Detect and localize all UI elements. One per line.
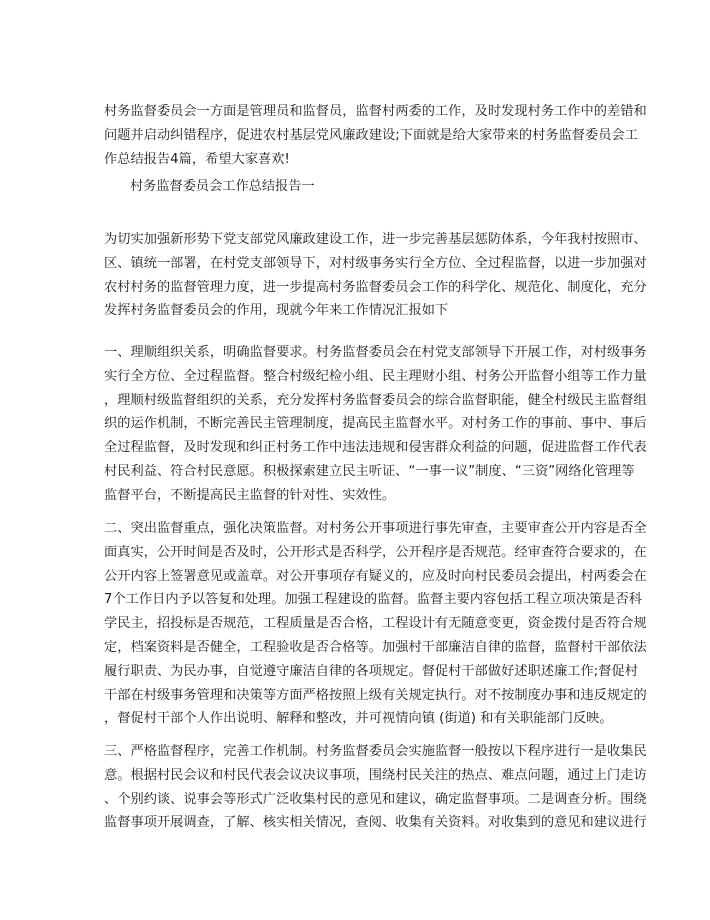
text-line: 意。根据村民会议和村民代表会议决议事项，围绕村民关注的热点、难点问题，通过上门走访 — [104, 767, 647, 783]
text-line: 定，档案资料是否健全，工程验收是否合格等。加强村干部廉洁自律的监督，监督村干部依法 — [104, 639, 647, 655]
text-line: 学民主，招投标是否规范，工程质量是否合格，工程设计有无随意变更，资金拨付是否符合规 — [104, 616, 647, 632]
text-line: 面真实，公开时间是否及时，公开形式是否科学，公开程序是否规范。经审查符合要求的，在 — [104, 544, 647, 560]
text-line: 问题并启动纠错程序，促进农村基层党风廉政建设;下面就是给大家带来的村务监督委员会工 — [104, 127, 638, 143]
text-line: ，理顺村级监督组织的关系，充分发挥村务监督委员会的综合监督职能，健全村级民主监督组 — [104, 392, 647, 408]
text-line: 干部在村级事务管理和决策等方面严格按照上级有关规定执行。对不按制度办事和违反规定的 — [104, 687, 647, 703]
section-three-paragraph — [104, 740, 647, 835]
text-line: 作总结报告4篇，希望大家喜欢! — [104, 151, 290, 167]
preface-paragraph — [104, 228, 647, 323]
text-line: 履行职责、为民办事，自觉遵守廉洁自律的各项规定。督促村干部做好述职述廉工作;督促村 — [104, 663, 638, 679]
text-line: 发挥村务监督委员会的作用，现就今年来工作情况汇报如下 — [104, 303, 449, 319]
text-line: 为切实加强新形势下党支部党风廉政建设工作，进一步完善基层惩防体系，今年我村按照市、 — [104, 232, 647, 247]
text-line: 全过程监督，及时发现和纠正村务工作中违法违规和侵害群众利益的问题，促进监督工作代表 — [104, 440, 647, 456]
text-line: 监督平台，不断提高民主监督的针对性、实效性。 — [104, 487, 396, 503]
text-line: 村务监督委员会一方面是管理员和监督员，监督村两委的工作，及时发现村务工作中的差错和 — [104, 104, 647, 119]
text-line: 三、严格监督程序，完善工作机制。村务监督委员会实施监督一般按以下程序进行一是收集民 — [104, 744, 647, 759]
text-line: 织的运作机制，不断完善民主管理制度，提高民主监督水平。对村务工作的事前、事中、事后 — [104, 416, 647, 432]
text-line: 村民利益、符合村民意愿。积极探索建立民主听证、“一事一议”制度、“三资”网络化管理等 — [104, 463, 635, 479]
text-line: 区、镇统一部署，在村党支部领导下，对村级事务实行全方位、全过程监督，以进一步加强对 — [104, 255, 647, 271]
text-line: 一、理顺组织关系，明确监督要求。村务监督委员会在村党支部领导下开展工作，对村级事务 — [104, 345, 647, 360]
text-line: 、个别约谈、说事会等形式广泛收集村民的意见和建议，确定监督事项。二是调查分析。围绕 — [104, 791, 647, 807]
report-title: 村务监督委员会工作总结报告一 — [130, 179, 315, 194]
text-line: ，督促村干部个人作出说明、解释和整改，并可视情向镇 (街道) 和有关职能部门反映。 — [104, 711, 613, 727]
text-line: 二、突出监督重点，强化决策监督。对村务公开事项进行事先审查，主要审查公开内容是否全 — [104, 521, 647, 536]
text-line: 农村村务的监督管理力度，进一步提高村务监督委员会工作的科学化、规范化、制度化，充分 — [104, 279, 647, 295]
text-line: 实行全方位、全过程监督。整合村级纪检小组、民主理财小组、村务公开监督小组等工作力量 — [104, 368, 647, 384]
intro-paragraph — [104, 100, 647, 171]
text-line: 7个工作日内予以答复和处理。加强工程建设的监督。监督主要内容包括工程立项决策是否科 — [104, 592, 642, 608]
section-two-paragraph — [104, 517, 647, 731]
section-one-paragraph — [104, 341, 647, 508]
text-line: 监督事项开展调查，了解、核实相关情况，查阅、收集有关资料。对收集到的意见和建议进行 — [104, 815, 647, 831]
text-line: 公开内容上签署意见或盖章。对公开事项存有疑义的，应及时向村民委员会提出，村两委会在 — [104, 568, 647, 584]
